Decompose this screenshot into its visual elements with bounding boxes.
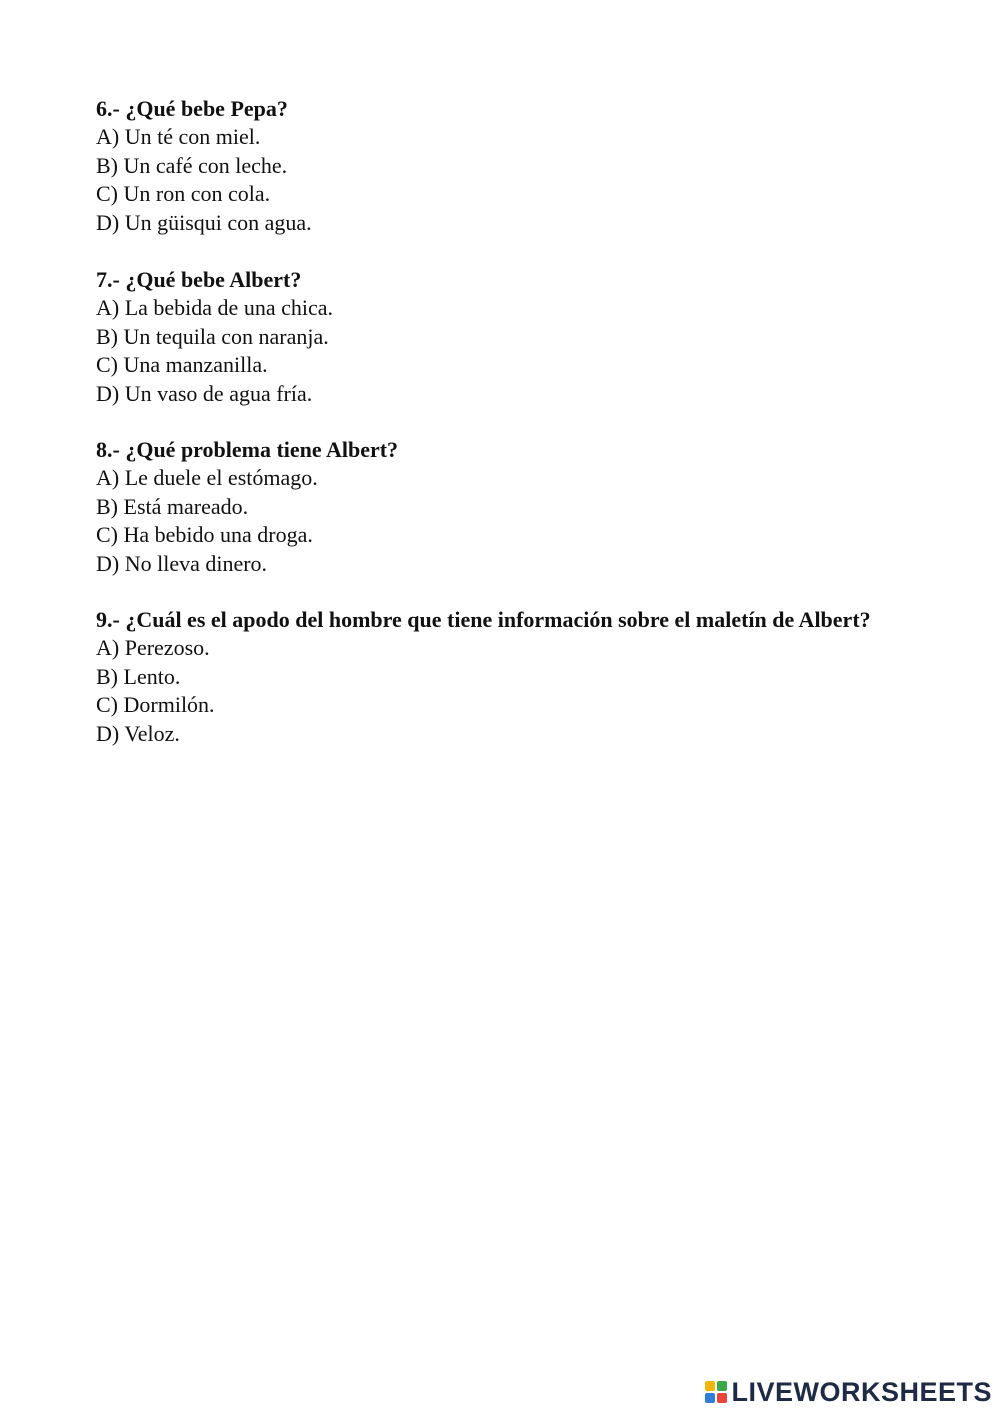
answer-option[interactable]: A) La bebida de una chica. (96, 295, 333, 320)
question-8 (96, 436, 911, 578)
question-title: 8.- ¿Qué problema tiene Albert? (96, 437, 399, 462)
liveworksheets-logo-icon (705, 1381, 727, 1403)
answer-option[interactable]: D) Veloz. (96, 720, 180, 746)
liveworksheets-watermark (705, 1377, 992, 1407)
logo-square-icon (717, 1381, 727, 1391)
logo-square-icon (705, 1381, 715, 1391)
answer-option[interactable]: C) Un ron con cola. (96, 181, 271, 206)
question-7 (96, 266, 911, 408)
answer-option[interactable]: C) Una manzanilla. (96, 352, 268, 377)
question-6 (96, 95, 911, 237)
logo-square-icon (705, 1393, 715, 1403)
answer-option[interactable]: D) Un vaso de agua fría. (96, 380, 313, 406)
answer-option[interactable]: B) Lento. (96, 663, 181, 689)
answer-option[interactable]: B) Está mareado. (96, 493, 249, 519)
question-title: 6.- ¿Qué bebe Pepa? (96, 96, 288, 121)
answer-option[interactable]: B) Un tequila con naranja. (96, 323, 329, 349)
answer-option[interactable]: A) Un té con miel. (96, 124, 261, 149)
answer-option[interactable]: C) Dormilón. (96, 692, 215, 717)
question-9 (96, 606, 911, 748)
answer-option[interactable]: D) Un güisqui con agua. (96, 209, 312, 235)
answer-option[interactable]: D) No lleva dinero. (96, 550, 268, 576)
question-title: 7.- ¿Qué bebe Albert? (96, 267, 302, 292)
answer-option[interactable]: A) Perezoso. (96, 635, 210, 660)
watermark-text: LIVEWORKSHEETS (731, 1376, 992, 1407)
question-title: 9.- ¿Cuál es el apodo del hombre que tiene información sobre el maletín de Albert? (96, 607, 871, 632)
logo-square-icon (717, 1393, 727, 1403)
answer-option[interactable]: C) Ha bebido una droga. (96, 522, 313, 547)
answer-option[interactable]: A) Le duele el estómago. (96, 465, 318, 490)
answer-option[interactable]: B) Un café con leche. (96, 152, 288, 178)
